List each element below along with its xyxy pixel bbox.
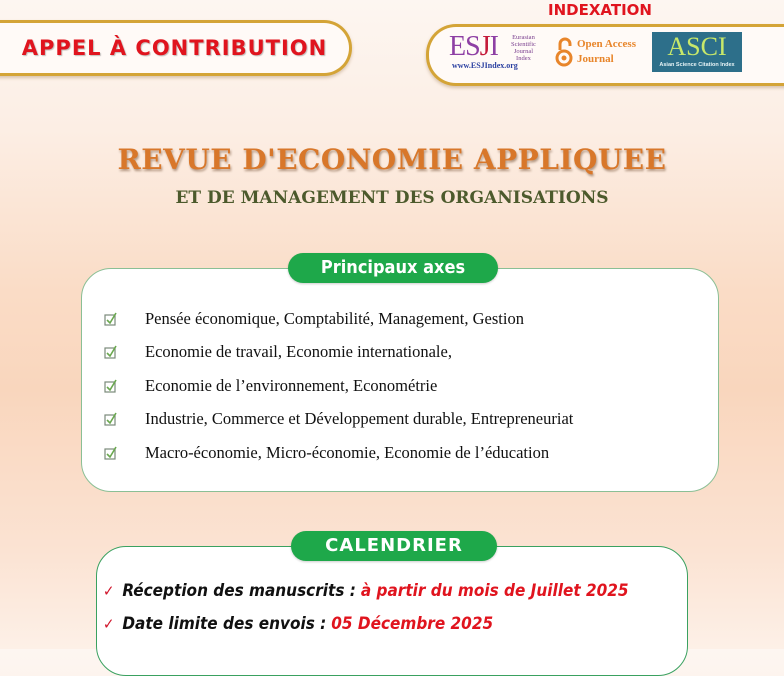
axes-heading: Principaux axes [288,253,498,283]
checkmark-icon: ✓ [103,581,115,600]
open-access-line: Open Access [577,38,636,50]
indexation-label: INDEXATION [548,1,652,19]
checkbox-checked-icon [104,379,118,393]
call-for-papers-label: APPEL À CONTRIBUTION [21,36,328,60]
esji-logo [449,33,539,73]
list-item [103,574,629,607]
calendar-item-label: Réception des manuscrits : [122,580,356,601]
list-item [104,336,573,370]
checkbox-checked-icon [104,446,118,460]
esji-logo-name: ESJI [449,31,498,62]
esji-logo-side [511,34,536,62]
asci-logo-subtitle: Asian Science Citation Index [659,62,735,68]
axis-label: Economie de l’environnement, Econométrie [145,375,438,395]
esji-side-line: Journal [513,48,534,55]
list-item [104,436,573,470]
esji-side-line: Index [516,55,531,62]
calendar-heading: CALENDRIER [291,531,497,561]
axis-label: Economie de travail, Economie internationale, [145,342,452,362]
calendar-list [103,574,629,640]
list-item [103,607,629,640]
checkbox-checked-icon [104,312,118,326]
checkbox-checked-icon [104,412,118,426]
journal-title: REVUE D'ECONOMIE APPLIQUEE [117,143,667,176]
axes-list [104,302,573,470]
checkbox-checked-icon [104,345,118,359]
esji-side-line: Eurasian [512,34,535,41]
calendar-item-value: à partir du mois de Juillet 2025 [360,580,629,601]
open-access-text [577,37,636,67]
calendar-item-label: Date limite des envois : [122,613,327,634]
calendar-item-value: 05 Décembre 2025 [331,613,494,634]
asci-logo [652,32,742,72]
axis-label: Industrie, Commerce et Développement durable, Entrepreneuriat [145,409,574,429]
open-access-icon [555,36,573,70]
call-for-papers-banner [0,20,352,76]
list-item [104,302,573,336]
list-item [104,403,573,437]
axis-label: Macro-économie, Micro-économie, Economie de l’éducation [145,442,550,462]
list-item [104,369,573,403]
axis-label: Pensée économique, Comptabilité, Management, Gestion [145,308,524,328]
esji-logo-url: www.ESJIndex.org [452,61,518,70]
open-access-line: Journal [577,53,614,65]
open-access-logo [555,36,645,72]
esji-side-line: Scientific [511,41,536,48]
checkmark-icon: ✓ [103,614,115,633]
journal-subtitle: ET DE MANAGEMENT DES ORGANISATIONS [175,188,609,208]
asci-logo-name: ASCI [667,32,727,61]
